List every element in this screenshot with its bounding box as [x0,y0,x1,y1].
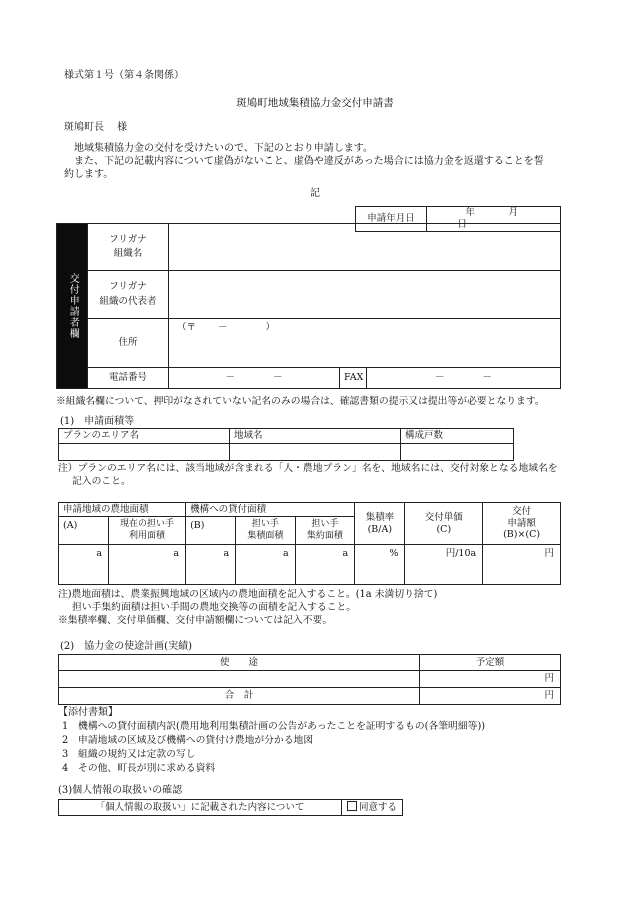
applicant-table [56,223,561,389]
phone-field[interactable]: － － [169,368,340,389]
amount-header [483,503,561,545]
seal-note: ※組織名欄について、押印がなされていない記名のみの場合は、確認書類の提示又は提出等が必要となります。 [56,396,545,407]
postal-code: （〒 － ） [177,322,276,333]
col-b-header: (B) [186,517,236,545]
privacy-statement: 「個人情報の取扱い」に記載された内容について [59,800,342,816]
section2-heading: (2) 協力金の使途計画(実績) [60,641,192,652]
agree-label: 同意する [358,802,397,814]
intro-line-2: また、下記の記載内容について虚偽がないこと、虚偽や違反があった場合には協力金を返還することを誓 [74,156,544,167]
area-note-3: ※集積率欄、交付単価欄、交付申請額欄については記入不要。 [58,615,333,626]
plan-table [58,428,514,461]
date-month: 月 [508,207,519,218]
land-area-header: 申請地域の農地面積 [59,503,186,517]
phone-label: 電話番号 [88,368,169,389]
attachment-1: 1 機構への貸付面積内訳(農用地利用集積計画の公告があったことを証明するもの(各筆明細等)) [62,721,486,732]
amount-header-3: (B)×(C) [503,529,541,541]
amount-field[interactable]: 円 [483,545,561,585]
bearer-accum-header [236,517,296,545]
rate-header-2: (B/A) [367,523,393,535]
bearer-accum-field[interactable]: a [236,545,296,585]
fax-label: FAX [340,368,367,389]
intro-line-3: 約します。 [64,169,114,180]
price-header-2: (C) [436,523,452,535]
attachments-heading: 【添付書類】 [58,707,118,718]
bearer-consol-header-1: 担い手 [311,519,339,530]
applicant-section-label: 交付申請者欄 [57,224,88,389]
form-number: 様式第１号（第４条関係） [64,70,184,81]
area-note-1: 注)農地面積は、農業振興地域の区域内の農地面積を記入すること。(1a 未満切り捨て) [58,589,438,600]
intro-line-1: 地域集積協力金の交付を受けたいので、下記のとおり申請します。 [74,143,373,154]
org-name-label [88,224,169,271]
area-note-2: 担い手集約面積は担い手間の農地交換等の面積を記入すること。 [72,602,357,613]
bearer-accum-header-1: 担い手 [251,519,279,530]
usage-table [58,654,561,705]
rep-furigana-label: フリガナ [109,281,147,293]
section1-heading: (1) 申請面積等 [60,416,135,427]
section3-heading: (3)個人情報の取扱いの確認 [58,785,183,796]
attachment-3: 3 組織の規約又は定款の写し [62,749,196,760]
rep-name-text: 組織の代表者 [99,295,157,307]
address-label: 住所 [88,319,169,368]
rep-label [88,271,169,319]
plan-area-header: プランのエリア名 [59,429,230,444]
date-year: 年 [465,207,475,218]
price-field[interactable]: 円/10a [405,545,483,585]
bearer-accum-header-2: 集積面積 [247,530,284,541]
privacy-table [58,799,403,816]
usage-field[interactable] [59,671,420,688]
address-field[interactable] [169,319,561,368]
current-use-header-2: 利用面積 [129,530,166,541]
planned-amount-field[interactable]: 円 [420,671,561,688]
agree-checkbox[interactable] [347,801,357,811]
price-header [405,503,483,545]
bearer-consol-header-2: 集約面積 [306,530,343,541]
date-label: 申請年月日 [356,207,427,232]
attachment-2: 2 申請地域の区域及び機構への貸付け農地が分かる地図 [62,735,314,746]
org-name-text: 組織名 [113,248,143,259]
area-table [58,502,561,585]
price-header-1: 交付単価 [424,511,463,523]
lend-area-header: 機構への貸付面積 [186,503,355,517]
plan-area-field[interactable] [59,444,230,461]
rate-field[interactable]: % [355,545,405,585]
total-amount-field[interactable]: 円 [420,688,561,705]
usage-header: 使 途 [59,655,420,671]
fax-field[interactable]: － － [367,368,561,389]
rep-name-field[interactable] [169,271,561,319]
amount-header-2: 申請額 [507,517,536,529]
section1-note-1: 注）プランのエリア名には、該当地域が含まれる「人・農地プラン」名を、地域名には、交付対象となる地域名を [58,463,558,474]
total-label: 合 計 [59,688,420,705]
col-a-field[interactable]: a [59,545,109,585]
date-day: 日 [457,218,467,230]
privacy-agree-cell[interactable] [342,800,403,816]
col-a-header: (A) [59,517,109,545]
addressee: 斑鳩町長 様 [64,122,128,133]
bearer-consol-field[interactable]: a [295,545,355,585]
bearer-consol-header [295,517,355,545]
section1-note-2: 記入のこと。 [72,476,131,487]
rate-header-1: 集積率 [365,511,395,523]
col-b-field[interactable]: a [186,545,236,585]
amount-header-1: 交付 [512,505,532,517]
org-name-field[interactable] [169,224,561,271]
current-use-field[interactable]: a [109,545,186,585]
ki-label: 記 [310,188,320,199]
org-furigana-label: フリガナ [109,233,147,245]
household-header: 構成戸数 [401,429,514,444]
current-use-header [109,517,186,545]
household-field[interactable] [401,444,514,461]
attachment-4: 4 その他、町長が別に求める資料 [62,763,216,774]
region-field[interactable] [230,444,401,461]
form-title: 斑鳩町地域集積協力金交付申請書 [236,97,394,109]
rate-header [355,503,405,545]
planned-amount-header: 予定額 [420,655,561,671]
region-header: 地域名 [230,429,401,444]
current-use-header-1: 現在の担い手 [120,519,175,530]
